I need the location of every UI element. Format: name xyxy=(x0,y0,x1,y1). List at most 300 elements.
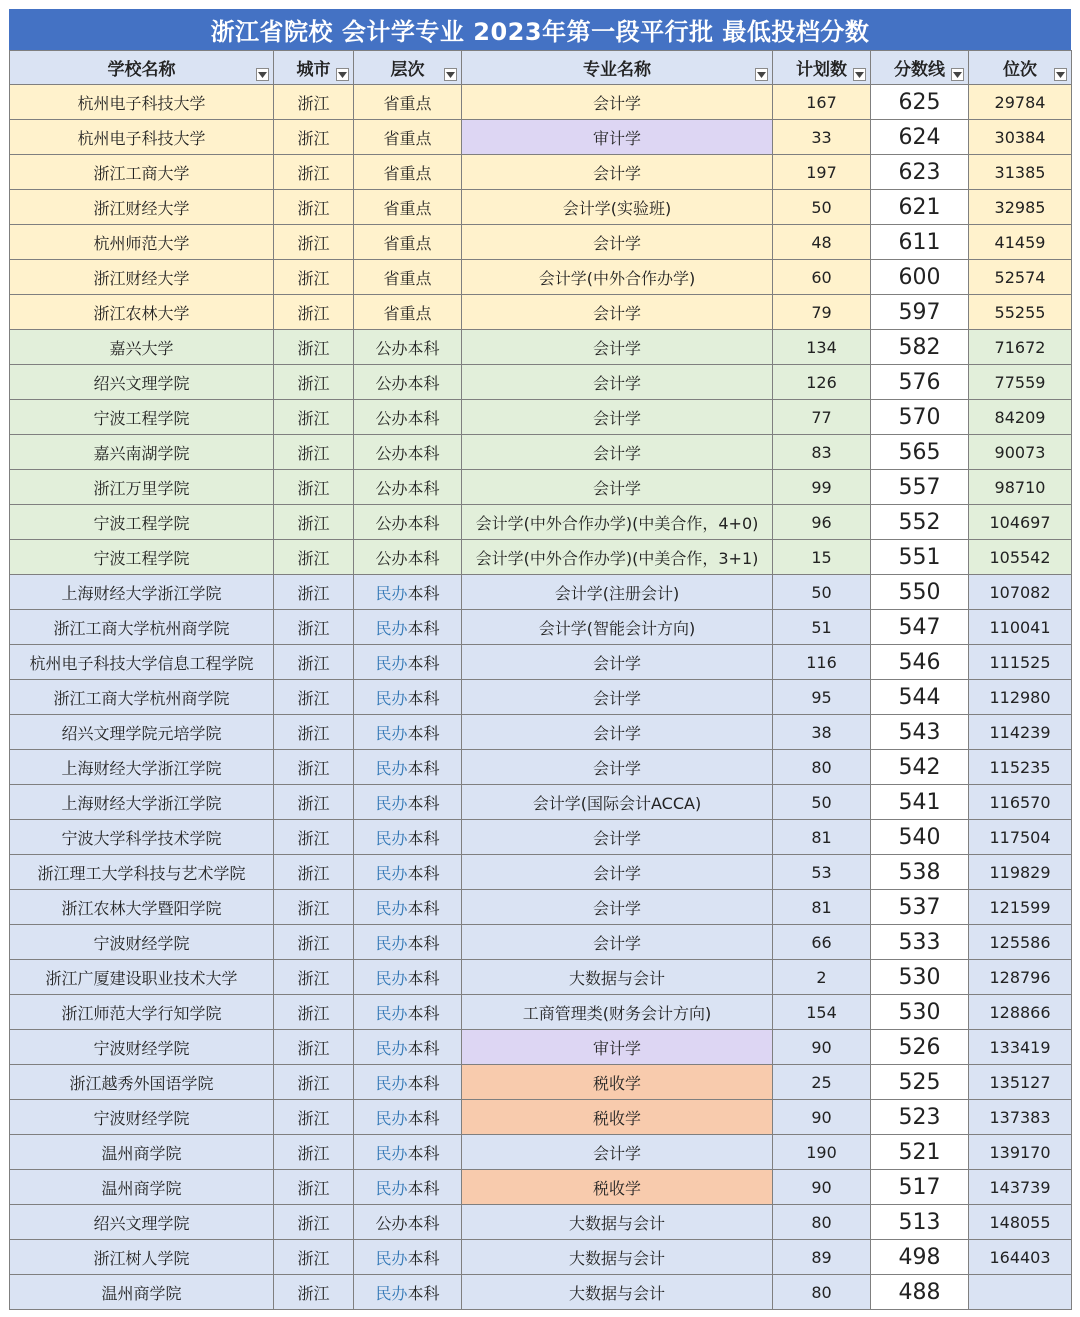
cell-city: 浙江 xyxy=(274,225,354,260)
cell-plan: 154 xyxy=(773,995,871,1030)
cell-city: 浙江 xyxy=(274,190,354,225)
cell-level: 省重点 xyxy=(354,225,462,260)
cell-rank: 148055 xyxy=(969,1205,1072,1240)
cell-score: 623 xyxy=(871,155,969,190)
cell-school: 绍兴文理学院 xyxy=(10,1205,274,1240)
cell-major: 税收学 xyxy=(462,1170,773,1205)
cell-city: 浙江 xyxy=(274,330,354,365)
cell-rank: 115235 xyxy=(969,750,1072,785)
cell-school: 浙江工商大学杭州商学院 xyxy=(10,610,274,645)
cell-plan: 80 xyxy=(773,1205,871,1240)
cell-city: 浙江 xyxy=(274,295,354,330)
cell-score: 624 xyxy=(871,120,969,155)
cell-score: 552 xyxy=(871,505,969,540)
level-prefix-text: 民办 xyxy=(375,863,408,883)
cell-city: 浙江 xyxy=(274,400,354,435)
level-suffix-text: 本科 xyxy=(407,793,440,813)
cell-city: 浙江 xyxy=(274,540,354,575)
cell-score: 526 xyxy=(871,1030,969,1065)
cell-major: 会计学 xyxy=(462,750,773,785)
cell-rank: 125586 xyxy=(969,925,1072,960)
cell-rank xyxy=(969,1275,1072,1310)
cell-school: 浙江财经大学 xyxy=(10,190,274,225)
cell-score: 543 xyxy=(871,715,969,750)
cell-score: 611 xyxy=(871,225,969,260)
cell-plan: 190 xyxy=(773,1135,871,1170)
cell-school: 温州商学院 xyxy=(10,1135,274,1170)
level-prefix-text: 民办 xyxy=(375,618,408,638)
table-row xyxy=(10,785,1072,820)
cell-rank: 139170 xyxy=(969,1135,1072,1170)
table-row xyxy=(10,680,1072,715)
level-suffix-text: 本科 xyxy=(407,1178,440,1198)
level-suffix-text: 本科 xyxy=(407,1003,440,1023)
cell-major: 会计学 xyxy=(462,1135,773,1170)
cell-level: 公办本科 xyxy=(354,1205,462,1240)
table-row xyxy=(10,540,1072,575)
cell-rank: 90073 xyxy=(969,435,1072,470)
cell-plan: 2 xyxy=(773,960,871,995)
cell-rank: 104697 xyxy=(969,505,1072,540)
cell-rank: 31385 xyxy=(969,155,1072,190)
table-row xyxy=(10,1205,1072,1240)
cell-plan: 53 xyxy=(773,855,871,890)
cell-plan: 80 xyxy=(773,750,871,785)
cell-school: 宁波财经学院 xyxy=(10,1100,274,1135)
cell-plan: 167 xyxy=(773,85,871,120)
cell-city: 浙江 xyxy=(274,85,354,120)
cell-school: 浙江财经大学 xyxy=(10,260,274,295)
table-row xyxy=(10,330,1072,365)
cell-score: 570 xyxy=(871,400,969,435)
cell-plan: 95 xyxy=(773,680,871,715)
cell-school: 宁波工程学院 xyxy=(10,505,274,540)
cell-level xyxy=(354,925,462,960)
table-row xyxy=(10,365,1072,400)
cell-score: 530 xyxy=(871,960,969,995)
cell-city: 浙江 xyxy=(274,120,354,155)
level-suffix-text: 本科 xyxy=(407,968,440,988)
level-suffix-text: 本科 xyxy=(407,863,440,883)
cell-plan: 50 xyxy=(773,575,871,610)
level-suffix-text: 本科 xyxy=(407,653,440,673)
cell-rank: 116570 xyxy=(969,785,1072,820)
cell-school: 嘉兴南湖学院 xyxy=(10,435,274,470)
level-prefix-text: 民办 xyxy=(375,898,408,918)
cell-major: 大数据与会计 xyxy=(462,1205,773,1240)
cell-school: 浙江师范大学行知学院 xyxy=(10,995,274,1030)
col-header-score: 分数线 xyxy=(871,51,969,85)
cell-major: 审计学 xyxy=(462,120,773,155)
cell-school: 浙江工商大学 xyxy=(10,155,274,190)
cell-major: 会计学 xyxy=(462,820,773,855)
cell-level xyxy=(354,750,462,785)
cell-city: 浙江 xyxy=(274,1170,354,1205)
cell-city: 浙江 xyxy=(274,995,354,1030)
cell-city: 浙江 xyxy=(274,890,354,925)
cell-major: 大数据与会计 xyxy=(462,960,773,995)
level-prefix-text: 民办 xyxy=(375,583,408,603)
cell-rank: 107082 xyxy=(969,575,1072,610)
cell-rank: 110041 xyxy=(969,610,1072,645)
sheet xyxy=(9,9,1071,1310)
cell-school: 绍兴文理学院元培学院 xyxy=(10,715,274,750)
level-prefix-text: 民办 xyxy=(375,828,408,848)
cell-major: 会计学 xyxy=(462,400,773,435)
filter-dropdown-icon[interactable] xyxy=(951,68,964,81)
cell-school: 杭州电子科技大学信息工程学院 xyxy=(10,645,274,680)
cell-plan: 90 xyxy=(773,1030,871,1065)
cell-level xyxy=(354,715,462,750)
level-prefix-text: 民办 xyxy=(375,1003,408,1023)
level-prefix-text: 民办 xyxy=(375,1108,408,1128)
cell-score: 542 xyxy=(871,750,969,785)
cell-plan: 77 xyxy=(773,400,871,435)
cell-major: 会计学 xyxy=(462,715,773,750)
cell-score: 551 xyxy=(871,540,969,575)
level-suffix-text: 本科 xyxy=(407,1143,440,1163)
level-prefix-text: 民办 xyxy=(375,1143,408,1163)
cell-level xyxy=(354,1100,462,1135)
cell-plan: 81 xyxy=(773,890,871,925)
cell-school: 杭州师范大学 xyxy=(10,225,274,260)
table-row xyxy=(10,435,1072,470)
cell-school: 上海财经大学浙江学院 xyxy=(10,750,274,785)
cell-school: 宁波工程学院 xyxy=(10,400,274,435)
table-row xyxy=(10,1240,1072,1275)
cell-score: 625 xyxy=(871,85,969,120)
filter-dropdown-icon[interactable] xyxy=(853,68,866,81)
cell-plan: 51 xyxy=(773,610,871,645)
level-suffix-text: 本科 xyxy=(407,1038,440,1058)
table-row xyxy=(10,470,1072,505)
cell-level: 省重点 xyxy=(354,190,462,225)
cell-plan: 48 xyxy=(773,225,871,260)
cell-school: 嘉兴大学 xyxy=(10,330,274,365)
cell-major: 税收学 xyxy=(462,1100,773,1135)
cell-major: 会计学 xyxy=(462,435,773,470)
table-row xyxy=(10,750,1072,785)
table-row xyxy=(10,225,1072,260)
cell-major: 会计学 xyxy=(462,330,773,365)
cell-plan: 60 xyxy=(773,260,871,295)
cell-level: 公办本科 xyxy=(354,400,462,435)
level-suffix-text: 本科 xyxy=(407,688,440,708)
cell-major: 会计学(国际会计ACCA) xyxy=(462,785,773,820)
cell-major: 会计学(中外合作办学)(中美合作，4+0) xyxy=(462,505,773,540)
cell-school: 浙江农林大学暨阳学院 xyxy=(10,890,274,925)
table-row xyxy=(10,85,1072,120)
cell-plan: 90 xyxy=(773,1170,871,1205)
table-row xyxy=(10,960,1072,995)
cell-level: 公办本科 xyxy=(354,470,462,505)
cell-rank: 117504 xyxy=(969,820,1072,855)
level-suffix-text: 本科 xyxy=(407,933,440,953)
cell-level xyxy=(354,890,462,925)
cell-school: 浙江越秀外国语学院 xyxy=(10,1065,274,1100)
cell-plan: 89 xyxy=(773,1240,871,1275)
cell-school: 浙江树人学院 xyxy=(10,1240,274,1275)
cell-school: 宁波大学科学技术学院 xyxy=(10,820,274,855)
cell-rank: 105542 xyxy=(969,540,1072,575)
cell-city: 浙江 xyxy=(274,575,354,610)
cell-school: 杭州电子科技大学 xyxy=(10,120,274,155)
cell-level xyxy=(354,1030,462,1065)
cell-rank: 29784 xyxy=(969,85,1072,120)
cell-level: 公办本科 xyxy=(354,435,462,470)
cell-school: 浙江农林大学 xyxy=(10,295,274,330)
cell-school: 浙江万里学院 xyxy=(10,470,274,505)
level-prefix-text: 民办 xyxy=(375,1248,408,1268)
cell-rank: 164403 xyxy=(969,1240,1072,1275)
level-prefix-text: 民办 xyxy=(375,968,408,988)
table-row xyxy=(10,925,1072,960)
table-row xyxy=(10,190,1072,225)
cell-plan: 81 xyxy=(773,820,871,855)
col-header-major: 专业名称 xyxy=(462,51,773,85)
cell-city: 浙江 xyxy=(274,365,354,400)
cell-plan: 197 xyxy=(773,155,871,190)
col-header-school: 学校名称 xyxy=(10,51,274,85)
table-row xyxy=(10,855,1072,890)
level-prefix-text: 民办 xyxy=(375,1038,408,1058)
score-table xyxy=(9,50,1072,1310)
header-row xyxy=(10,51,1072,85)
col-header-level: 层次 xyxy=(354,51,462,85)
table-row xyxy=(10,1135,1072,1170)
cell-rank: 77559 xyxy=(969,365,1072,400)
table-row xyxy=(10,505,1072,540)
cell-rank: 55255 xyxy=(969,295,1072,330)
cell-score: 537 xyxy=(871,890,969,925)
col-header-city: 城市 xyxy=(274,51,354,85)
level-prefix-text: 民办 xyxy=(375,688,408,708)
cell-city: 浙江 xyxy=(274,1275,354,1310)
cell-school: 温州商学院 xyxy=(10,1170,274,1205)
cell-school: 上海财经大学浙江学院 xyxy=(10,575,274,610)
cell-major: 会计学 xyxy=(462,225,773,260)
cell-level xyxy=(354,645,462,680)
cell-plan: 83 xyxy=(773,435,871,470)
cell-rank: 143739 xyxy=(969,1170,1072,1205)
cell-major: 会计学(智能会计方向) xyxy=(462,610,773,645)
cell-plan: 50 xyxy=(773,785,871,820)
cell-major: 大数据与会计 xyxy=(462,1275,773,1310)
cell-rank: 30384 xyxy=(969,120,1072,155)
cell-score: 600 xyxy=(871,260,969,295)
cell-city: 浙江 xyxy=(274,505,354,540)
level-suffix-text: 本科 xyxy=(407,898,440,918)
cell-score: 521 xyxy=(871,1135,969,1170)
cell-major: 会计学 xyxy=(462,365,773,400)
level-prefix-text: 民办 xyxy=(375,933,408,953)
cell-level xyxy=(354,855,462,890)
cell-plan: 96 xyxy=(773,505,871,540)
level-suffix-text: 本科 xyxy=(407,618,440,638)
cell-city: 浙江 xyxy=(274,1240,354,1275)
level-suffix-text: 本科 xyxy=(407,1073,440,1093)
level-suffix-text: 本科 xyxy=(407,828,440,848)
cell-score: 582 xyxy=(871,330,969,365)
cell-plan: 80 xyxy=(773,1275,871,1310)
cell-score: 538 xyxy=(871,855,969,890)
cell-score: 498 xyxy=(871,1240,969,1275)
cell-major: 会计学(中外合作办学)(中美合作，3+1) xyxy=(462,540,773,575)
cell-major: 会计学(实验班) xyxy=(462,190,773,225)
cell-city: 浙江 xyxy=(274,820,354,855)
cell-score: 557 xyxy=(871,470,969,505)
cell-plan: 99 xyxy=(773,470,871,505)
cell-score: 546 xyxy=(871,645,969,680)
cell-level xyxy=(354,785,462,820)
cell-score: 523 xyxy=(871,1100,969,1135)
cell-level xyxy=(354,1240,462,1275)
level-prefix-text: 民办 xyxy=(375,1283,408,1303)
cell-level xyxy=(354,1275,462,1310)
cell-rank: 137383 xyxy=(969,1100,1072,1135)
level-suffix-text: 本科 xyxy=(407,723,440,743)
cell-city: 浙江 xyxy=(274,785,354,820)
cell-city: 浙江 xyxy=(274,1065,354,1100)
filter-dropdown-icon[interactable] xyxy=(336,68,349,81)
level-suffix-text: 本科 xyxy=(407,1108,440,1128)
cell-level: 省重点 xyxy=(354,155,462,190)
level-suffix-text: 本科 xyxy=(407,1283,440,1303)
cell-major: 会计学 xyxy=(462,155,773,190)
table-row xyxy=(10,1100,1072,1135)
table-row xyxy=(10,400,1072,435)
cell-major: 税收学 xyxy=(462,1065,773,1100)
cell-rank: 119829 xyxy=(969,855,1072,890)
cell-plan: 25 xyxy=(773,1065,871,1100)
level-prefix-text: 民办 xyxy=(375,1073,408,1093)
cell-major: 会计学 xyxy=(462,470,773,505)
cell-major: 审计学 xyxy=(462,1030,773,1065)
table-row xyxy=(10,260,1072,295)
table-row xyxy=(10,120,1072,155)
cell-rank: 41459 xyxy=(969,225,1072,260)
cell-level xyxy=(354,575,462,610)
cell-plan: 79 xyxy=(773,295,871,330)
cell-plan: 66 xyxy=(773,925,871,960)
filter-dropdown-icon[interactable] xyxy=(256,68,269,81)
cell-score: 540 xyxy=(871,820,969,855)
cell-level: 公办本科 xyxy=(354,540,462,575)
cell-level: 省重点 xyxy=(354,120,462,155)
cell-city: 浙江 xyxy=(274,1030,354,1065)
cell-rank: 84209 xyxy=(969,400,1072,435)
cell-school: 宁波财经学院 xyxy=(10,925,274,960)
cell-level: 公办本科 xyxy=(354,505,462,540)
table-row xyxy=(10,1170,1072,1205)
cell-city: 浙江 xyxy=(274,960,354,995)
filter-dropdown-icon[interactable] xyxy=(755,68,768,81)
table-row xyxy=(10,1065,1072,1100)
cell-city: 浙江 xyxy=(274,1100,354,1135)
cell-major: 会计学 xyxy=(462,645,773,680)
cell-score: 621 xyxy=(871,190,969,225)
sheet-title: 浙江省院校 会计学专业 2023年第一段平行批 最低投档分数 xyxy=(9,9,1071,50)
cell-city: 浙江 xyxy=(274,855,354,890)
cell-city: 浙江 xyxy=(274,925,354,960)
cell-score: 517 xyxy=(871,1170,969,1205)
table-row xyxy=(10,155,1072,190)
filter-dropdown-icon[interactable] xyxy=(1054,68,1067,81)
cell-level xyxy=(354,680,462,715)
cell-city: 浙江 xyxy=(274,715,354,750)
cell-school: 绍兴文理学院 xyxy=(10,365,274,400)
cell-rank: 98710 xyxy=(969,470,1072,505)
cell-city: 浙江 xyxy=(274,1135,354,1170)
cell-school: 杭州电子科技大学 xyxy=(10,85,274,120)
cell-major: 会计学 xyxy=(462,680,773,715)
cell-plan: 116 xyxy=(773,645,871,680)
table-row xyxy=(10,1030,1072,1065)
table-body xyxy=(10,85,1072,1310)
table-row xyxy=(10,1275,1072,1310)
cell-score: 576 xyxy=(871,365,969,400)
cell-city: 浙江 xyxy=(274,610,354,645)
cell-rank: 133419 xyxy=(969,1030,1072,1065)
cell-level: 省重点 xyxy=(354,260,462,295)
filter-dropdown-icon[interactable] xyxy=(444,68,457,81)
cell-city: 浙江 xyxy=(274,470,354,505)
cell-school: 温州商学院 xyxy=(10,1275,274,1310)
cell-score: 547 xyxy=(871,610,969,645)
cell-school: 宁波工程学院 xyxy=(10,540,274,575)
cell-level xyxy=(354,820,462,855)
cell-score: 544 xyxy=(871,680,969,715)
cell-rank: 135127 xyxy=(969,1065,1072,1100)
cell-level: 公办本科 xyxy=(354,330,462,365)
cell-major: 大数据与会计 xyxy=(462,1240,773,1275)
table-row xyxy=(10,610,1072,645)
cell-school: 宁波财经学院 xyxy=(10,1030,274,1065)
cell-rank: 128796 xyxy=(969,960,1072,995)
table-row xyxy=(10,645,1072,680)
cell-school: 浙江工商大学杭州商学院 xyxy=(10,680,274,715)
level-prefix-text: 民办 xyxy=(375,793,408,813)
level-suffix-text: 本科 xyxy=(407,758,440,778)
cell-rank: 111525 xyxy=(969,645,1072,680)
cell-score: 513 xyxy=(871,1205,969,1240)
level-prefix-text: 民办 xyxy=(375,723,408,743)
cell-city: 浙江 xyxy=(274,435,354,470)
cell-rank: 32985 xyxy=(969,190,1072,225)
cell-major: 会计学(注册会计) xyxy=(462,575,773,610)
cell-major: 工商管理类(财务会计方向) xyxy=(462,995,773,1030)
table-row xyxy=(10,890,1072,925)
cell-city: 浙江 xyxy=(274,680,354,715)
cell-city: 浙江 xyxy=(274,260,354,295)
cell-level xyxy=(354,995,462,1030)
cell-score: 533 xyxy=(871,925,969,960)
cell-score: 541 xyxy=(871,785,969,820)
cell-score: 488 xyxy=(871,1275,969,1310)
cell-plan: 38 xyxy=(773,715,871,750)
level-prefix-text: 民办 xyxy=(375,653,408,673)
level-suffix-text: 本科 xyxy=(407,1248,440,1268)
cell-city: 浙江 xyxy=(274,1205,354,1240)
cell-score: 550 xyxy=(871,575,969,610)
cell-school: 上海财经大学浙江学院 xyxy=(10,785,274,820)
cell-major: 会计学 xyxy=(462,890,773,925)
cell-score: 597 xyxy=(871,295,969,330)
level-prefix-text: 民办 xyxy=(375,758,408,778)
col-header-plan: 计划数 xyxy=(773,51,871,85)
cell-rank: 121599 xyxy=(969,890,1072,925)
cell-level xyxy=(354,610,462,645)
